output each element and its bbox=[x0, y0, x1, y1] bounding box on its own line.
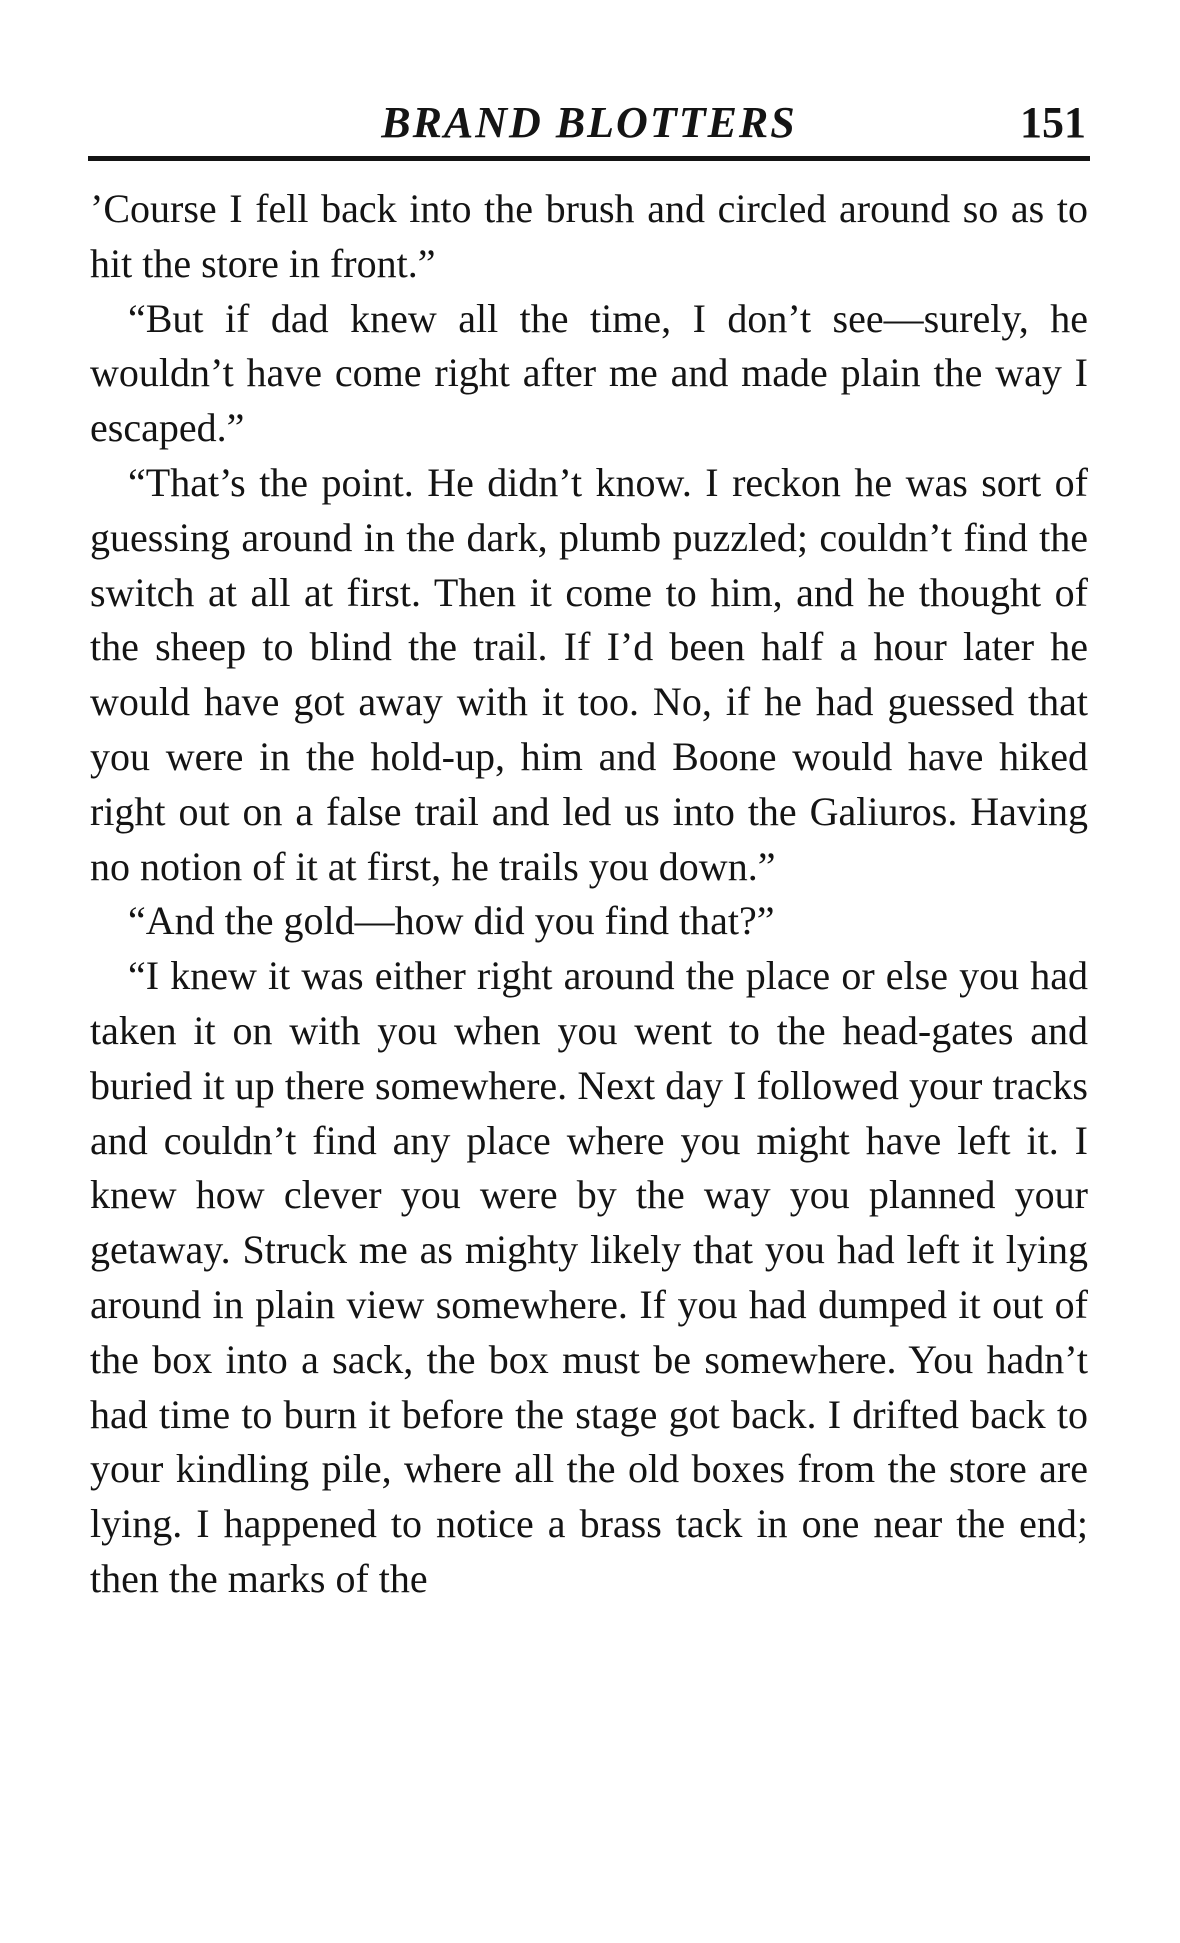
running-title: BRAND BLOTTERS bbox=[381, 98, 797, 147]
paragraph-4: “And the gold—how did you find that?” bbox=[128, 898, 775, 944]
header-rule bbox=[88, 156, 1090, 161]
page-number: 151 bbox=[1020, 98, 1086, 147]
paragraph-2: “But if dad knew all the time, I don’t see—surely, he wouldn’t have come right after me and made plain the way I escaped.” bbox=[90, 295, 1088, 451]
running-head bbox=[88, 92, 1090, 154]
paragraph-5: “I knew it was either right around the place or else you had taken it on with you when you went to the head-gates and buried it up there somewhere. Next day I followed your tracks and couldn’t find any place where you might have left it. I knew how clever you were by the way you planned your getaway. Struck me as mighty likely that you had left it lying around in plain view somewhere. If you had dumped it out of the box into a sack, the box must be somewhere. You hadn’t had time to burn it before the stage got back. I drifted back to your kindling pile, where all the old boxes from the store are lying. I happened to notice a brass tack in one near the end; then the marks of the bbox=[90, 953, 1088, 1601]
body-text bbox=[90, 182, 1088, 1607]
paragraph-1: ’Course I fell back into the brush and circled around so as to hit the store in front.” bbox=[90, 186, 1088, 286]
paragraph-3: “That’s the point. He didn’t know. I reckon he was sort of guessing around in the dark, plumb puzzled; couldn’t find the switch at all at first. Then it come to him, and he thought of the sheep to blind the trail. If I’d been half a hour later he would have got away with it too. No, if he had guessed that you were in the hold-up, him and Boone would have hiked right out on a false trail and led us into the Galiuros. Having no notion of it at first, he trails you down.” bbox=[90, 459, 1088, 889]
